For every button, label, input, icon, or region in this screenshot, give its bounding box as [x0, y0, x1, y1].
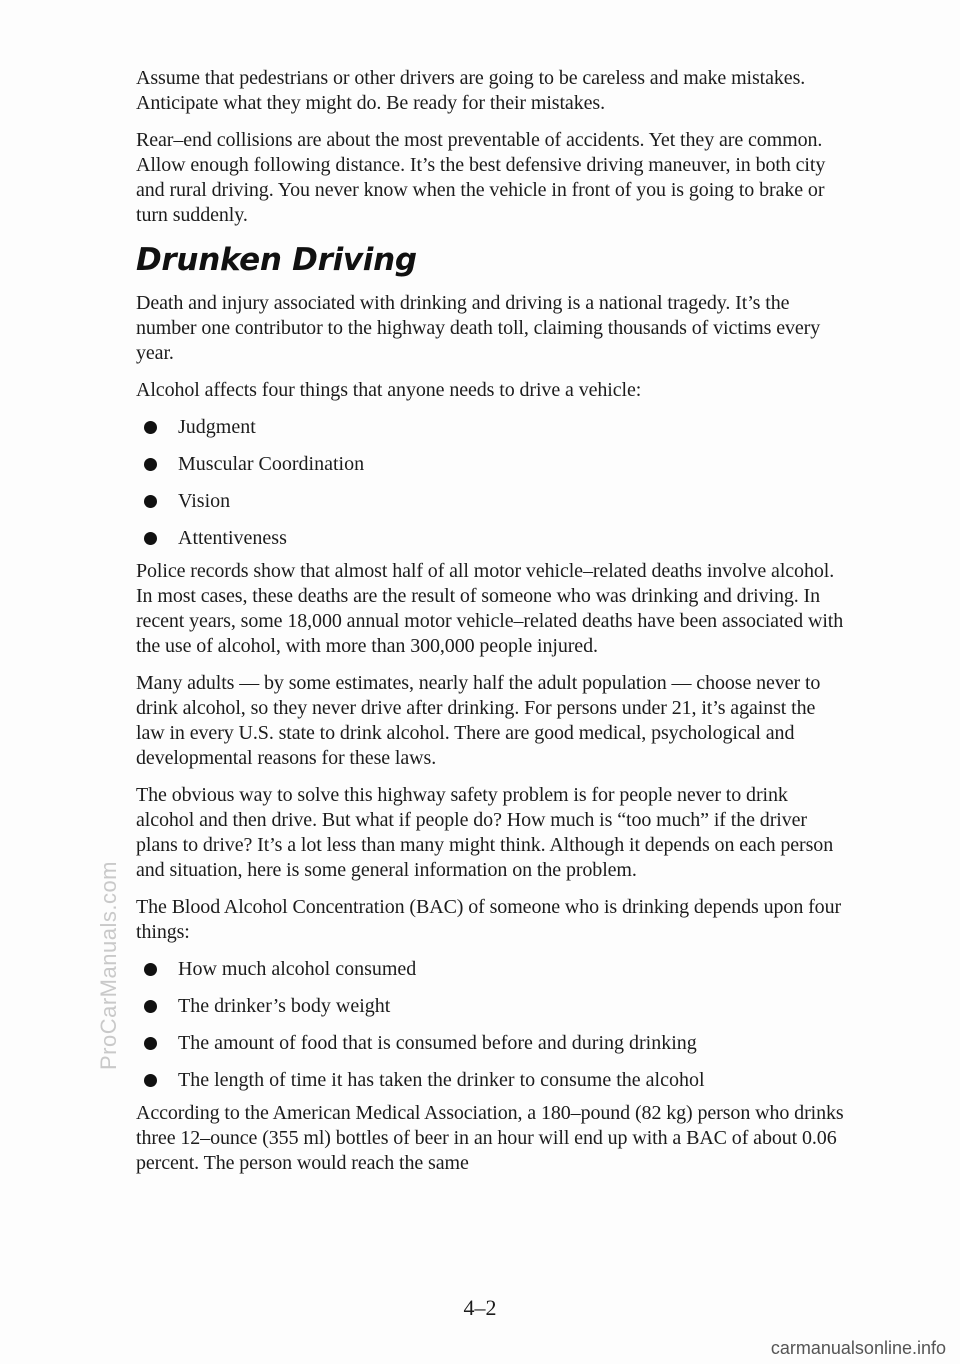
list-item — [136, 489, 846, 514]
bac-factors-list — [136, 957, 846, 1093]
paragraph-police-records: Police records show that almost half of all motor vehicle–related deaths involve alcohol. In most cases, these deaths are the result of someone who was drinking and driving. In recent years, some 18,000 annual motor vehicle–related deaths have been associated with the use of alcohol, with more than 300,000 people injured. — [136, 560, 844, 657]
list-item — [136, 994, 846, 1019]
side-watermark: ProCarManuals.com — [96, 860, 121, 1070]
list-item-text: Attentiveness — [178, 527, 287, 549]
page-number: 4–2 — [463, 1295, 497, 1320]
list-item-text: Muscular Coordination — [178, 453, 365, 475]
list-item — [136, 957, 846, 982]
list-item-text: How much alcohol consumed — [178, 958, 417, 980]
list-item-text: The drinker’s body weight — [178, 995, 391, 1017]
affects-list — [136, 415, 846, 551]
bullet-icon — [144, 1037, 157, 1050]
list-item — [136, 1031, 846, 1056]
list-item — [136, 1068, 846, 1093]
section-heading: Drunken Driving — [136, 242, 417, 278]
paragraph-obvious-way: The obvious way to solve this highway safety problem is for people never to drink alcohol and then drive. But what if people do? How much is “too much” if the driver plans to drive? It’s a lot less than many might think. Although it depends on each person and situation, here is some general information on the problem. — [136, 784, 834, 881]
paragraph-bac: The Blood Alcohol Concentration (BAC) of someone who is drinking depends upon four things: — [136, 896, 842, 943]
list-item — [136, 526, 846, 551]
list-item-text: The length of time it has taken the drinker to consume the alcohol — [178, 1069, 705, 1091]
paragraph-alcohol-affects: Alcohol affects four things that anyone needs to drive a vehicle: — [136, 379, 642, 401]
list-item-text: Judgment — [178, 416, 256, 438]
bullet-icon — [144, 421, 157, 434]
bullet-icon — [144, 1000, 157, 1013]
paragraph-rear-end: Rear–end collisions are about the most preventable of accidents. Yet they are common. Allow enough following distance. It’s the best defensive driving maneuver, in both city and rural driving. You never know when the vehicle in front of you is going to brake or turn suddenly. — [136, 129, 826, 226]
list-item — [136, 415, 846, 440]
paragraph-many-adults: Many adults — by some estimates, nearly half the adult population — choose never to drink alcohol, so they never drive after drinking. For persons under 21, it’s against the law in every U.S. state to drink alcohol. There are good medical, psychological and developmental reasons for these laws. — [136, 672, 821, 769]
paragraph-ama: According to the American Medical Association, a 180–pound (82 kg) person who drinks three 12–ounce (355 ml) bottles of beer in an hour will end up with a BAC of about 0.06 percent. The person would reach the same — [136, 1102, 844, 1174]
bullet-icon — [144, 458, 157, 471]
list-item-text: The amount of food that is consumed before and during drinking — [178, 1032, 697, 1054]
list-item-text: Vision — [178, 490, 231, 512]
footer-watermark: carmanualsonline.info — [770, 1338, 946, 1358]
list-item — [136, 452, 846, 477]
paragraph-pedestrians: Assume that pedestrians or other drivers are going to be careless and make mistakes. Anticipate what they might do. Be ready for their mistakes. — [136, 67, 806, 114]
bullet-icon — [144, 963, 157, 976]
bullet-icon — [144, 495, 157, 508]
page-content — [136, 66, 846, 1188]
paragraph-death-injury: Death and injury associated with drinking and driving is a national tragedy. It’s the number one contributor to the highway death toll, claiming thousands of victims every year. — [136, 292, 821, 364]
bullet-icon — [144, 532, 157, 545]
bullet-icon — [144, 1074, 157, 1087]
